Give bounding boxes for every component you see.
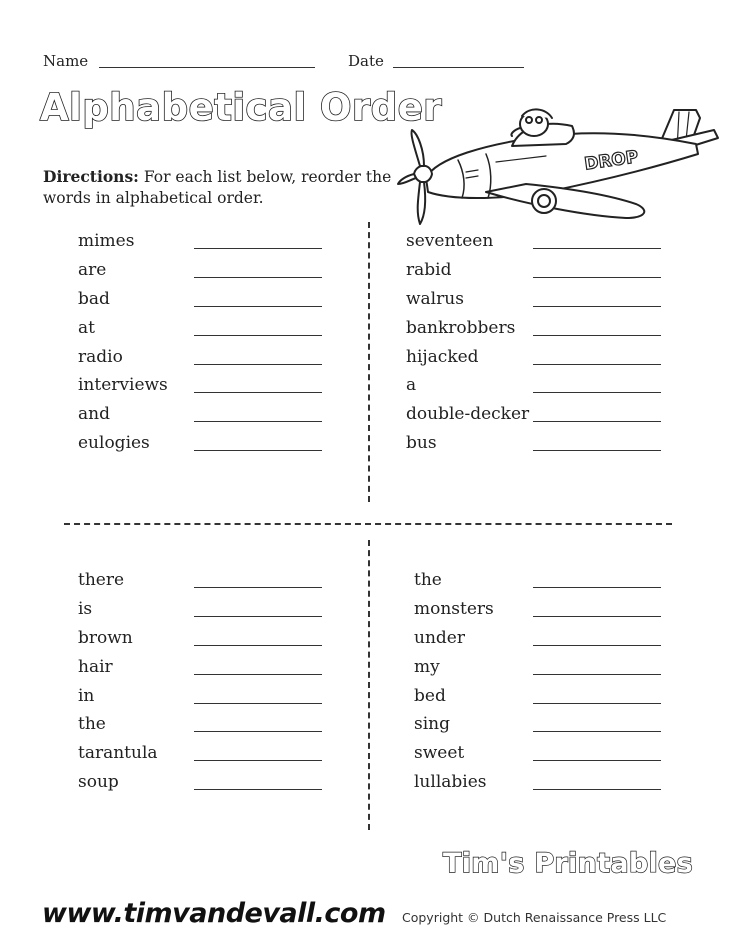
answer-line[interactable]: [533, 789, 661, 790]
word: hijacked: [406, 346, 479, 367]
word: at: [78, 317, 95, 338]
list-item: [78, 317, 328, 346]
word-list-top-right: [406, 230, 666, 461]
word: bad: [78, 288, 110, 309]
word: soup: [78, 772, 119, 793]
word: hair: [78, 656, 113, 677]
list-item: [78, 771, 328, 800]
word: and: [78, 404, 110, 425]
word: monsters: [414, 598, 494, 619]
copyright-text: Copyright © Dutch Renaissance Press LLC: [402, 910, 667, 925]
answer-line[interactable]: [533, 335, 661, 336]
word-list-bottom-left: [78, 569, 328, 800]
brand-logo: Tim's Printables: [442, 848, 693, 879]
answer-line[interactable]: [533, 450, 661, 451]
list-item: [414, 742, 666, 771]
list-item: [414, 713, 666, 742]
vertical-divider-bottom: [368, 540, 370, 830]
list-item: [78, 288, 328, 317]
list-item: [414, 771, 666, 800]
airplane-pilot-icon: [396, 100, 722, 228]
date-label: Date: [348, 52, 384, 70]
answer-line[interactable]: [194, 731, 322, 732]
answer-line[interactable]: [533, 364, 661, 365]
answer-line[interactable]: [194, 306, 322, 307]
word: radio: [78, 346, 123, 367]
word: is: [78, 598, 93, 619]
list-item: [414, 598, 666, 627]
answer-line[interactable]: [533, 703, 661, 704]
list-item: [78, 403, 328, 432]
answer-line[interactable]: [194, 421, 322, 422]
list-item: [406, 374, 666, 403]
page-title: Alphabetical Order: [40, 86, 443, 129]
word: the: [78, 714, 106, 735]
word: a: [406, 375, 417, 396]
word: walrus: [406, 288, 464, 309]
word-list-bottom-right: [414, 569, 666, 800]
list-item: [414, 656, 666, 685]
answer-line[interactable]: [194, 587, 322, 588]
answer-line[interactable]: [194, 645, 322, 646]
date-field[interactable]: [393, 67, 524, 68]
word: brown: [78, 627, 133, 648]
list-item: [406, 346, 666, 375]
answer-line[interactable]: [194, 277, 322, 278]
list-item: [78, 432, 328, 461]
answer-line[interactable]: [194, 248, 322, 249]
answer-line[interactable]: [194, 335, 322, 336]
answer-line[interactable]: [194, 760, 322, 761]
directions: [43, 166, 393, 209]
word: under: [414, 627, 465, 648]
website-link[interactable]: www.timvandevall.com: [42, 898, 386, 929]
answer-line[interactable]: [533, 392, 661, 393]
answer-line[interactable]: [533, 277, 661, 278]
list-item: [78, 685, 328, 714]
answer-line[interactable]: [194, 364, 322, 365]
word: lullabies: [414, 772, 487, 793]
list-item: [78, 259, 328, 288]
word: interviews: [78, 375, 168, 396]
answer-line[interactable]: [533, 248, 661, 249]
list-item: [78, 598, 328, 627]
word: tarantula: [78, 743, 158, 764]
list-item: [78, 374, 328, 403]
word: bus: [406, 433, 437, 454]
plane-label: DROP: [583, 147, 640, 175]
name-label: Name: [43, 52, 89, 70]
name-field[interactable]: [99, 67, 315, 68]
list-item: [406, 403, 666, 432]
word-list-top-left: [78, 230, 328, 461]
answer-line[interactable]: [533, 731, 661, 732]
word: in: [78, 685, 95, 706]
word: sweet: [414, 743, 465, 764]
list-item: [414, 569, 666, 598]
list-item: [406, 317, 666, 346]
list-item: [78, 742, 328, 771]
list-item: [78, 346, 328, 375]
list-item: [406, 432, 666, 461]
word: bed: [414, 685, 446, 706]
list-item: [406, 288, 666, 317]
answer-line[interactable]: [533, 760, 661, 761]
list-item: [78, 713, 328, 742]
answer-line[interactable]: [533, 674, 661, 675]
list-item: [406, 259, 666, 288]
answer-line[interactable]: [194, 789, 322, 790]
list-item: [406, 230, 666, 259]
word: there: [78, 570, 125, 590]
answer-line[interactable]: [533, 306, 661, 307]
word: eulogies: [78, 433, 150, 454]
answer-line[interactable]: [194, 703, 322, 704]
word: mimes: [78, 231, 135, 251]
list-item: [78, 656, 328, 685]
word: the: [414, 570, 442, 590]
word: my: [414, 656, 440, 677]
list-item: [78, 627, 328, 656]
list-item: [78, 230, 328, 259]
answer-line[interactable]: [533, 616, 661, 617]
word: seventeen: [406, 231, 494, 251]
word: are: [78, 259, 107, 280]
directions-label: Directions:: [43, 167, 139, 186]
word: rabid: [406, 259, 452, 280]
horizontal-divider: [64, 523, 672, 525]
answer-line[interactable]: [533, 421, 661, 422]
answer-line[interactable]: [194, 450, 322, 451]
directions-text: For each list below, reorder the words in alphabetical order.: [43, 168, 392, 207]
word: sing: [414, 714, 450, 735]
answer-line[interactable]: [533, 645, 661, 646]
list-item: [414, 685, 666, 714]
answer-line[interactable]: [194, 674, 322, 675]
word: double-decker: [406, 404, 530, 425]
answer-line[interactable]: [194, 392, 322, 393]
list-item: [78, 569, 328, 598]
list-item: [414, 627, 666, 656]
answer-line[interactable]: [194, 616, 322, 617]
word: bankrobbers: [406, 317, 516, 338]
vertical-divider-top: [368, 222, 370, 502]
answer-line[interactable]: [533, 587, 661, 588]
